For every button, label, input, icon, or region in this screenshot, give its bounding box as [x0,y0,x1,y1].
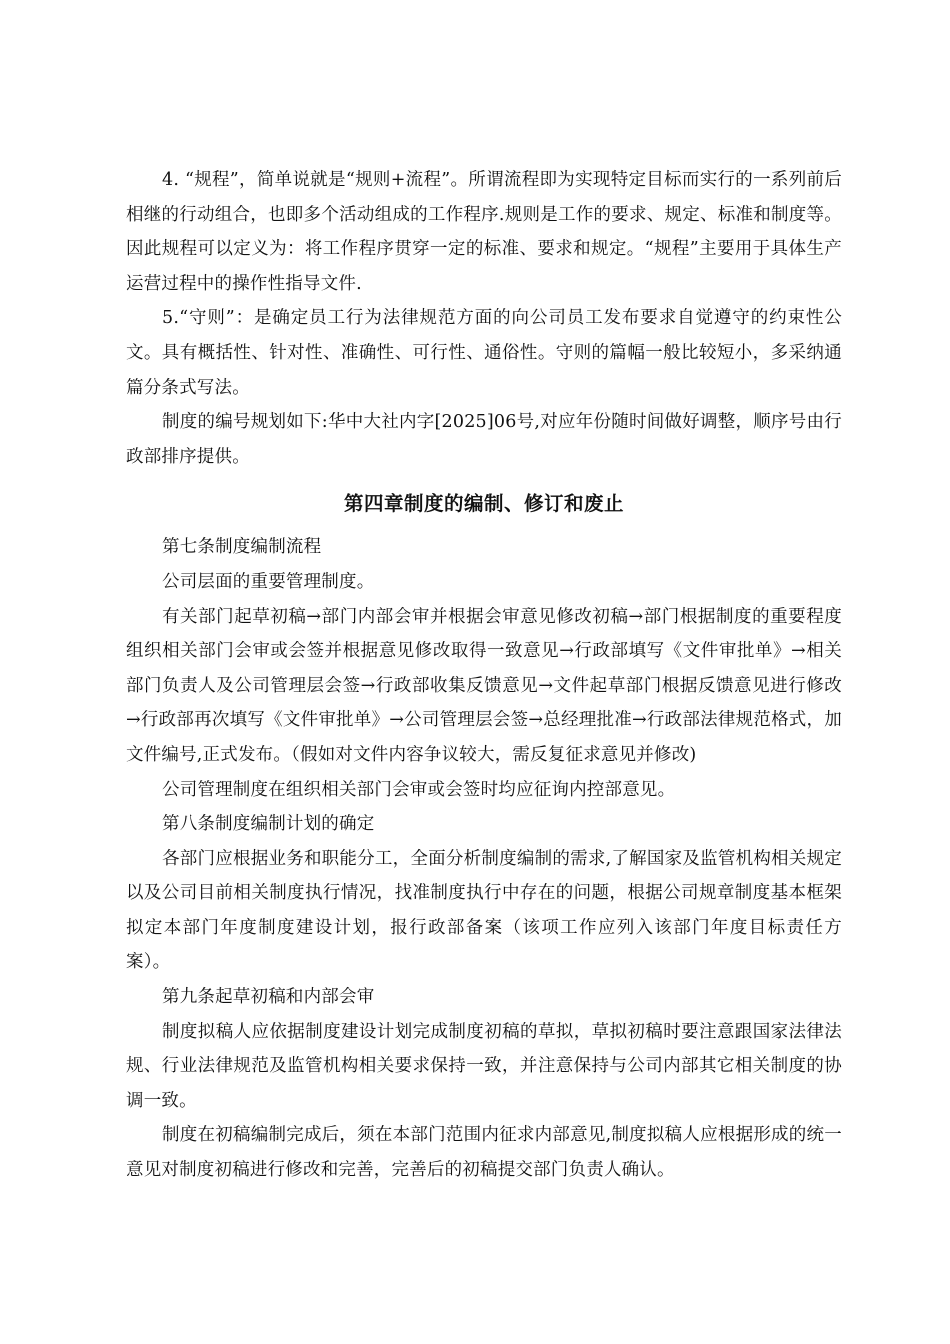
paragraph-annual-plan: 各部门应根据业务和职能分工，全面分析制度编制的需求,了解国家及监管机构相关规定以及公司目前相关制度执行情况，找准制度执行中存在的问题，根据公司规章制度基本框架拟定本部门年度制度建设计划，报行政部备案（该项工作应列入该部门年度目标责任方案）。 [126,848,842,973]
paragraph-draft-compliance: 制度拟稿人应依据制度建设计划完成制度初稿的草拟，草拟初稿时要注意跟国家法律法规、行业法律规范及监管机构相关要求保持一致，并注意保持与公司内部其它相关制度的协调一致。 [126,1021,842,1111]
paragraph-drafting-flow: 有关部门起草初稿→部门内部会审并根据会审意见修改初稿→部门根据制度的重要程度组织相关部门会审或会签并根据意见修改取得一致意见→行政部填写《文件审批单》→相关部门负责人及公司管理层会签→行政部收集反馈意见→文件起草部门根据反馈意见进行修改→行政部再次填写《文件审批单》→公司管理层会签→总经理批准→行政部法律规范格式，加文件编号,正式发布。（假如对文件内容争议较大，需反复征求意见并修改) [126,606,842,765]
article-7-heading: 第七条制度编制流程 [162,537,322,558]
paragraph-rules-procedure: 4. “规程”，简单说就是“规则+流程”。所谓流程即为实现特定目标而实行的一系列前后相继的行动组合，也即多个活动组成的工作程序.规则是工作的要求、规定、标准和制度等。因此规程可以定义为：将工作程序贯穿一定的标准、要求和规定。“规程”主要用于具体生产运营过程中的操作性指导文件. [126,170,842,294]
paragraph-draft-review: 制度在初稿编制完成后，须在本部门范围内征求内部意见,制度拟稿人应根据形成的统一意见对制度初稿进行修改和完善，完善后的初稿提交部门负责人确认。 [126,1125,842,1181]
paragraph-company-level: 公司层面的重要管理制度。 [162,571,375,592]
paragraph-code-of-conduct: 5.“守则”：是确定员工行为法律规范方面的向公司员工发布要求自觉遵守的约束性公文。具有概括性、针对性、准确性、可行性、通俗性。守则的篇幅一般比较短小，多采纳通篇分条式写法。 [126,308,842,398]
article-9-heading: 第九条起草初稿和内部会审 [162,987,375,1008]
chapter-title: 第四章制度的编制、修订和废止 [343,492,624,516]
article-8-heading: 第八条制度编制计划的确定 [162,814,375,835]
paragraph-numbering-rule: 制度的编号规划如下:华中大社内字[2025]06号,对应年份随时间做好调整，顺序号由行政部排序提供。 [126,412,842,467]
paragraph-internal-control: 公司管理制度在组织相关部门会审或会签时均应征询内控部意见。 [162,779,676,800]
